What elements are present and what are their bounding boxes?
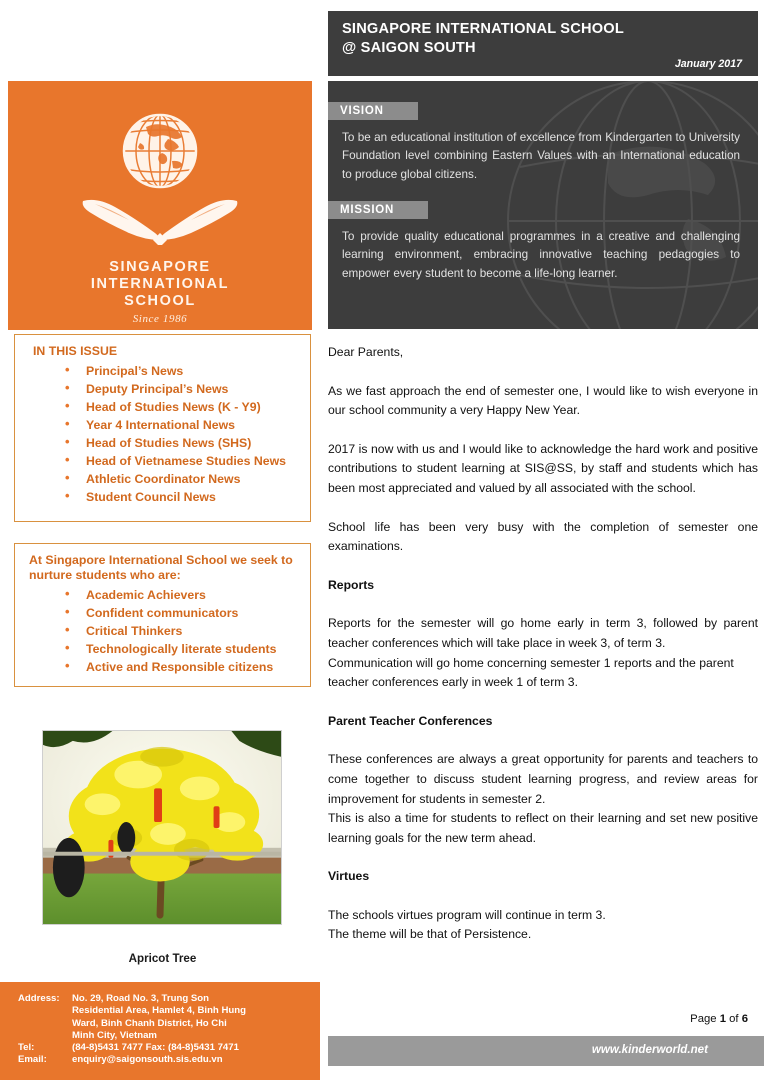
address-value: [72, 993, 320, 1042]
page-total: 6: [741, 1013, 748, 1025]
salutation: Dear Parents,: [328, 345, 404, 359]
school-name-line1: SINGAPORE INTERNATIONAL SCHOOL: [342, 21, 624, 37]
letter-paragraph-2: 2017 is now with us and I would like to acknowledge the hard work and positive contributions to student learning at SIS@SS, by staff and students which has been most appreciated and valued by all associated with the school.: [328, 441, 758, 495]
logo-school-name: [91, 259, 229, 310]
letter-paragraph-1: As we fast approach the end of semester one, I would like to wish everyone in our school community a very Happy New Year.: [328, 383, 758, 418]
address-label: Address:: [18, 993, 60, 1004]
virtues-paragraph-1: The schools virtues program will continue in term 3.: [328, 907, 606, 922]
student-values-list: [15, 586, 310, 676]
list-item: • Confident communicators: [15, 604, 310, 622]
list-item[interactable]: • Student Council News: [15, 488, 310, 506]
address-line: Residential Area, Hamlet 4, Binh Hung: [72, 1005, 246, 1017]
globe-icon: [110, 103, 210, 203]
address-line: No. 29, Road No. 3, Trung Son: [72, 993, 209, 1004]
list-item[interactable]: • Athletic Coordinator News: [15, 470, 310, 488]
logo-since-text: Since 1986: [132, 313, 188, 325]
page-mid: of: [726, 1013, 742, 1025]
reports-heading: Reports: [328, 577, 375, 592]
reports-paragraph-2: Communication will go home concerning semester 1 reports and the parent teacher conferences early in week 1 of term 3.: [328, 655, 734, 690]
mission-text: To provide quality educational programmes in a creative and challenging learning environment, embracing innovative teaching pedagogies to empower every student to become a life-long learner.: [342, 230, 740, 280]
in-this-issue-title: IN THIS ISSUE: [33, 344, 118, 358]
list-item[interactable]: • Head of Vietnamese Studies News: [15, 452, 310, 470]
main-content: [322, 0, 764, 1080]
contact-email-row: [0, 1054, 320, 1066]
student-values-box: [14, 543, 311, 687]
vision-tag: VISION: [328, 102, 418, 120]
student-values-title: At Singapore International School we seek to nurture students who are:: [29, 553, 293, 582]
logo-name-line3: SCHOOL: [124, 293, 196, 309]
ptc-heading: Parent Teacher Conferences: [328, 713, 493, 728]
letter-body: [328, 343, 758, 945]
contact-footer-block: [0, 982, 320, 1080]
reports-paragraph-1: Reports for the semester will go home early in term 3, followed by parent teacher conferences which will take place in week 3, of term 3.: [328, 616, 758, 650]
list-item: • Academic Achievers: [15, 586, 310, 604]
list-item[interactable]: • Head of Studies News (K - Y9): [15, 398, 310, 416]
photo-caption: Apricot Tree: [128, 952, 197, 965]
list-item: • Active and Responsible citizens: [15, 658, 310, 676]
list-item[interactable]: • Deputy Principal’s News: [15, 380, 310, 398]
virtues-paragraph-2: The theme will be that of Persistence.: [328, 927, 532, 942]
newsletter-header: [328, 11, 758, 76]
vision-mission-box: [328, 81, 758, 329]
address-line: Ward, Binh Chanh District, Ho Chi: [72, 1017, 227, 1029]
in-this-issue-list: [15, 362, 310, 506]
in-this-issue-box: [14, 334, 311, 522]
apricot-tree-photo: [42, 730, 282, 925]
issue-date: January 2017: [674, 58, 742, 70]
left-sidebar: [0, 0, 320, 1080]
contact-address-row: [0, 993, 320, 1042]
tel-value: (84-8)5431 7477 Fax: (84-8)5431 7471: [72, 1042, 239, 1054]
school-name-line2: @ SAIGON SOUTH: [342, 40, 476, 56]
tel-label: Tel:: [18, 1042, 35, 1054]
list-item: • Critical Thinkers: [15, 622, 310, 640]
page-title: [328, 11, 758, 58]
website-footer-bar: [328, 1036, 764, 1066]
school-logo-block: [8, 81, 312, 330]
hands-icon: [75, 193, 245, 245]
email-label: Email:: [18, 1054, 47, 1066]
page-current: 1: [719, 1013, 726, 1025]
page-prefix: Page: [690, 1013, 720, 1025]
list-item[interactable]: • Principal’s News: [15, 362, 310, 380]
list-item[interactable]: • Head of Studies News (SHS): [15, 434, 310, 452]
ptc-paragraph-1: These conferences are always a great opportunity for parents and teachers to come together to discuss student learning progress, and review areas for improvement for students in semester 2.: [328, 752, 758, 806]
letter-paragraph-3: School life has been very busy with the completion of semester one examinations.: [328, 519, 758, 554]
email-value[interactable]: enquiry@saigonsouth.sis.edu.vn: [72, 1054, 223, 1066]
vision-section: [328, 101, 758, 184]
virtues-heading: Virtues: [328, 869, 370, 884]
vision-text: To be an educational institution of excellence from Kindergarten to University Foundation level combining Eastern Values with an International education to produce global citizens.: [342, 131, 740, 181]
address-line: Minh City, Vietnam: [72, 1029, 157, 1041]
website-url[interactable]: www.kinderworld.net: [591, 1043, 708, 1056]
page-number: [690, 1013, 748, 1025]
mission-section: [328, 200, 758, 283]
logo-name-line1: SINGAPORE: [109, 259, 211, 275]
contact-tel-row: [0, 1042, 320, 1054]
logo-name-line2: INTERNATIONAL: [90, 276, 230, 292]
ptc-paragraph-2: This is also a time for students to reflect on their learning and set new positive learning goals for the new term ahead.: [328, 811, 758, 845]
list-item[interactable]: • Year 4 International News: [15, 416, 310, 434]
mission-tag: MISSION: [328, 201, 428, 219]
list-item: • Technologically literate students: [15, 640, 310, 658]
